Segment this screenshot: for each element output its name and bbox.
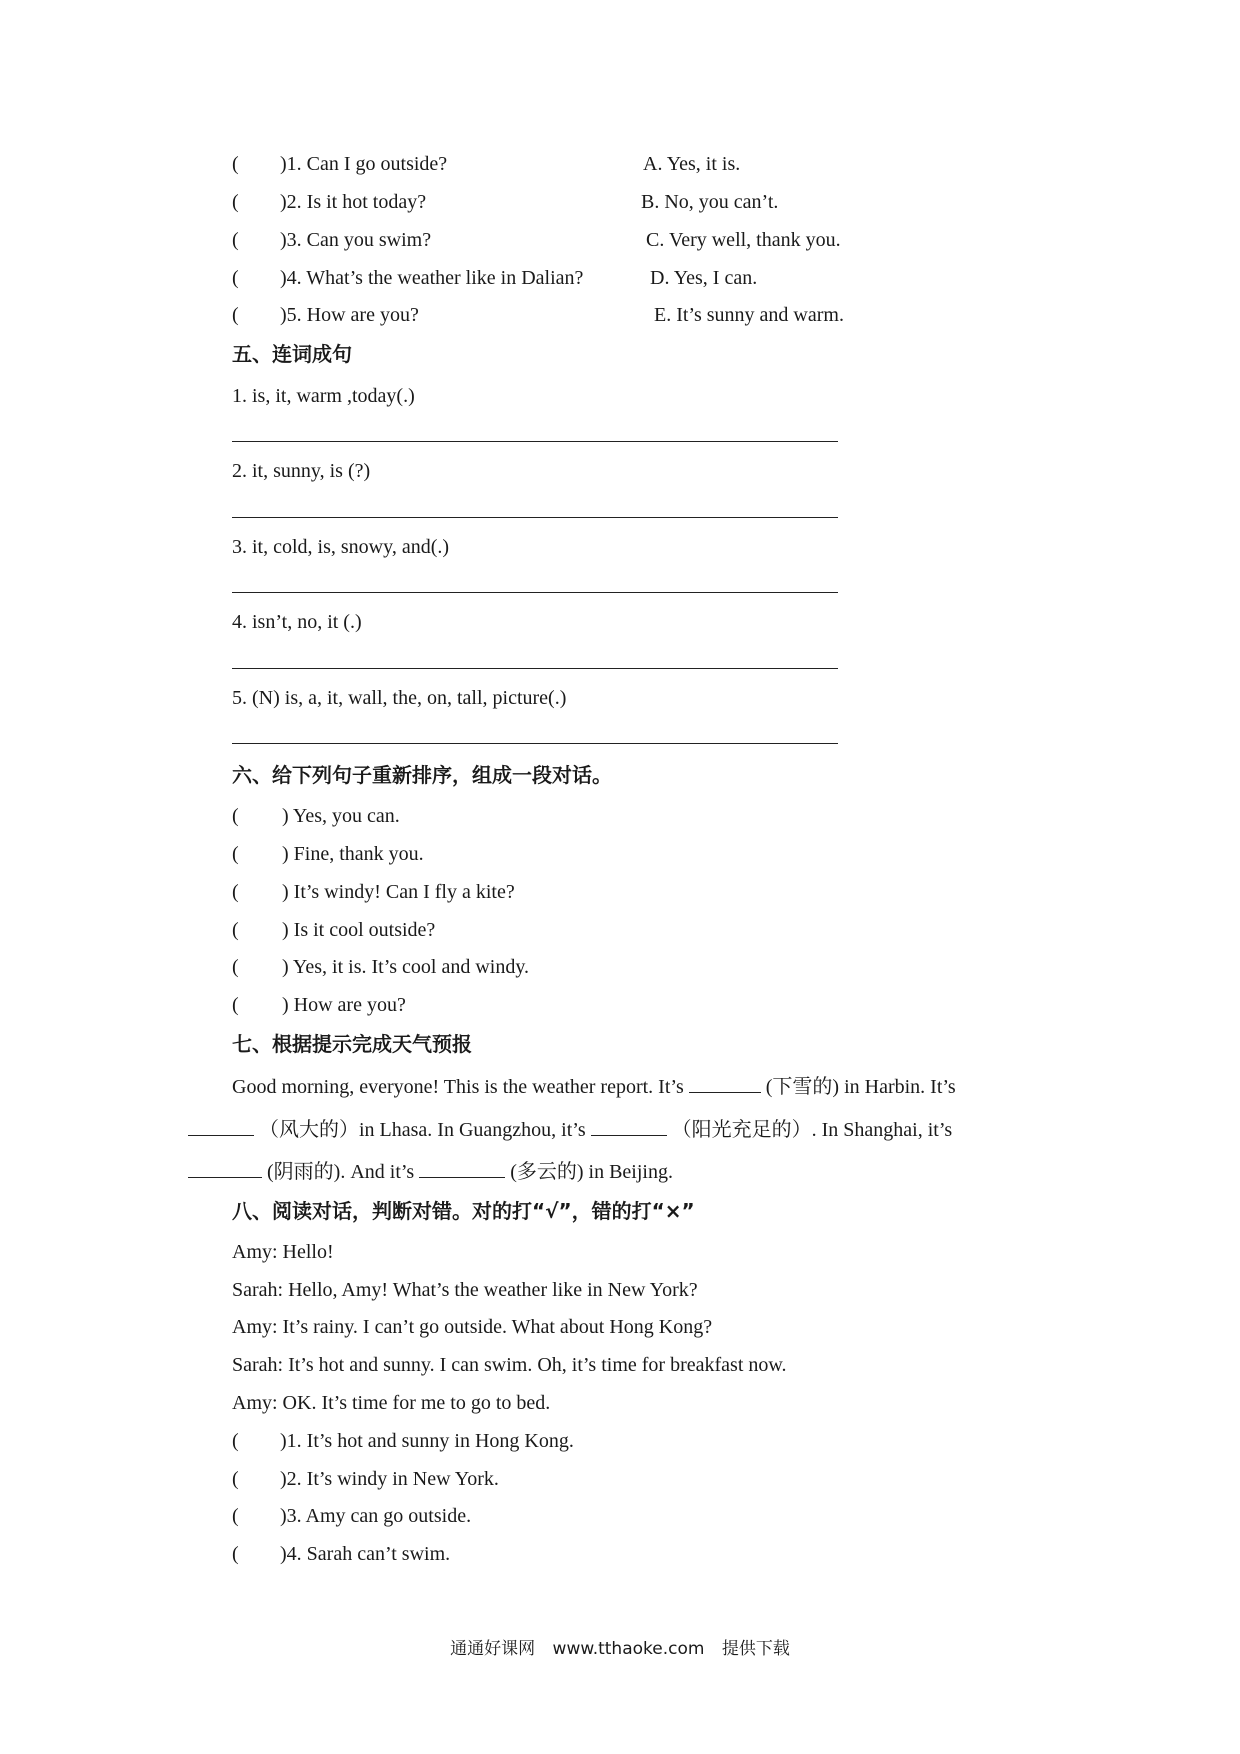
match-question-2: )2. Is it hot today? [280, 191, 427, 213]
judge-paren-4: ( [232, 1543, 239, 1565]
blank-rainy[interactable] [188, 1159, 262, 1178]
match-paren-4: ( [232, 267, 239, 289]
match-answer-a: A. Yes, it is. [643, 153, 741, 175]
match-question-5: )5. How are you? [280, 304, 419, 326]
footer-suffix: 提供下载 [721, 1639, 790, 1659]
blank-snowy[interactable] [689, 1074, 761, 1093]
order-sentence-2: ) Fine, thank you. [282, 843, 424, 865]
judge-paren-3: ( [232, 1505, 239, 1527]
match-paren-2: ( [232, 191, 239, 213]
dialogue-line-3: Amy: It’s rainy. I can’t go outside. What about Hong Kong? [232, 1316, 713, 1338]
blank-sunny[interactable] [591, 1117, 667, 1136]
dialogue-line-1: Amy: Hello! [232, 1241, 334, 1263]
match-question-3: )3. Can you swim? [280, 229, 432, 251]
weather-text-3a: (阴雨的). And it’s [267, 1161, 415, 1183]
sentence-prompt-3: 3. it, cold, is, snowy, and(.) [232, 536, 450, 558]
footer-site-name: 通通好课网 [450, 1639, 536, 1659]
weather-report-line-1 [232, 1074, 956, 1100]
answer-line-3[interactable] [232, 592, 838, 593]
weather-text-1a: Good morning, everyone! This is the weather report. It’s [232, 1076, 684, 1098]
weather-text-2a: （风大的）in Lhasa. In Guangzhou, it’s [259, 1119, 586, 1141]
order-paren-5: ( [232, 956, 239, 978]
sentence-prompt-5: 5. (N) is, a, it, wall, the, on, tall, picture(.) [232, 687, 567, 709]
dialogue-line-4: Sarah: It’s hot and sunny. I can swim. Oh, it’s time for breakfast now. [232, 1354, 787, 1376]
order-paren-6: ( [232, 994, 239, 1016]
dialogue-line-5: Amy: OK. It’s time for me to go to bed. [232, 1392, 551, 1414]
answer-line-5[interactable] [232, 743, 838, 744]
answer-line-4[interactable] [232, 668, 838, 669]
judge-statement-1: )1. It’s hot and sunny in Hong Kong. [280, 1430, 574, 1452]
blank-windy[interactable] [188, 1117, 254, 1136]
weather-report-line-3 [188, 1159, 673, 1185]
sentence-prompt-4: 4. isn’t, no, it (.) [232, 611, 362, 633]
match-answer-d: D. Yes, I can. [650, 267, 758, 289]
match-answer-c: C. Very well, thank you. [646, 229, 841, 251]
order-sentence-1: ) Yes, you can. [282, 805, 400, 827]
judge-paren-1: ( [232, 1430, 239, 1452]
order-sentence-5: ) Yes, it is. It’s cool and windy. [282, 956, 530, 978]
section-7-title: 七、根据提示完成天气预报 [232, 1032, 472, 1056]
sentence-prompt-1: 1. is, it, warm ,today(.) [232, 385, 415, 407]
section-8-title: 八、阅读对话，判断对错。对的打“√”，错的打“×” [232, 1199, 695, 1223]
match-answer-e: E. It’s sunny and warm. [654, 304, 844, 326]
weather-text-1b: (下雪的) in Harbin. It’s [765, 1076, 956, 1098]
judge-paren-2: ( [232, 1468, 239, 1490]
page-footer [0, 1634, 1240, 1659]
judge-statement-3: )3. Amy can go outside. [280, 1505, 472, 1527]
judge-statement-2: )2. It’s windy in New York. [280, 1468, 499, 1490]
footer-url[interactable]: www.tthaoke.com [552, 1639, 705, 1659]
dialogue-line-2: Sarah: Hello, Amy! What’s the weather like in New York? [232, 1279, 698, 1301]
answer-line-1[interactable] [232, 441, 838, 442]
match-answer-b: B. No, you can’t. [641, 191, 779, 213]
weather-report-line-2 [188, 1117, 952, 1143]
sentence-prompt-2: 2. it, sunny, is (?) [232, 460, 371, 482]
order-paren-4: ( [232, 919, 239, 941]
order-paren-2: ( [232, 843, 239, 865]
match-paren-5: ( [232, 304, 239, 326]
section-6-title: 六、给下列句子重新排序，组成一段对话。 [232, 763, 612, 787]
match-paren-1: ( [232, 153, 239, 175]
order-paren-3: ( [232, 881, 239, 903]
order-paren-1: ( [232, 805, 239, 827]
judge-statement-4: )4. Sarah can’t swim. [280, 1543, 451, 1565]
weather-text-3b: (多云的) in Beijing. [510, 1161, 673, 1183]
order-sentence-4: ) Is it cool outside? [282, 919, 436, 941]
match-question-4: )4. What’s the weather like in Dalian? [280, 267, 584, 289]
match-paren-3: ( [232, 229, 239, 251]
section-5-title: 五、连词成句 [232, 342, 352, 366]
answer-line-2[interactable] [232, 517, 838, 518]
order-sentence-6: ) How are you? [282, 994, 406, 1016]
order-sentence-3: ) It’s windy! Can I fly a kite? [282, 881, 515, 903]
match-question-1: )1. Can I go outside? [280, 153, 448, 175]
blank-cloudy[interactable] [419, 1159, 505, 1178]
weather-text-2b: （阳光充足的）. In Shanghai, it’s [671, 1119, 953, 1141]
